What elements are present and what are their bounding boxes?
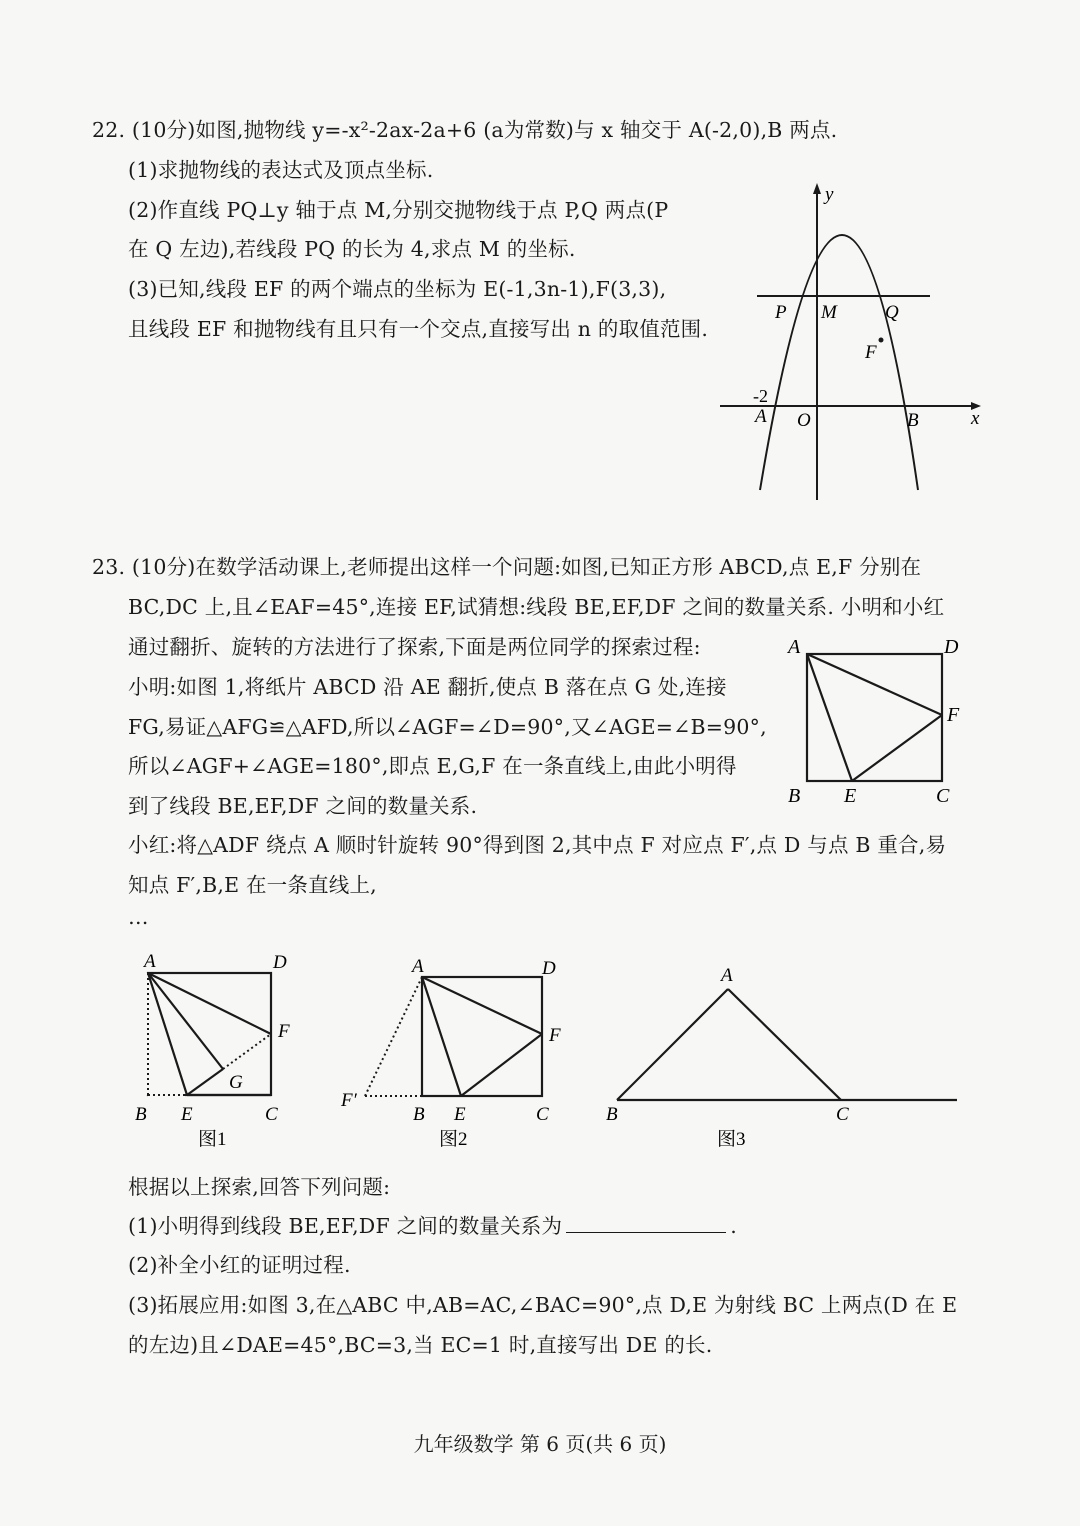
point-f-dot [879,338,884,343]
q23-line4: 小明:如图 1,将纸片 ABCD 沿 AE 翻折,使点 B 落在点 G 处,连接 [128,675,727,699]
q23-main-figure [780,632,980,812]
fig1-dotted-gf [223,1034,271,1069]
fig2-label-b: B [413,1104,425,1125]
q23-line6: 所以∠AGF+∠AGE=180°,即点 E,G,F 在一条直线上,由此小明得 [128,754,737,778]
fig1-label-d: D [273,952,287,973]
segment-ef [852,715,942,781]
label-p: P [775,302,787,323]
fig1-segment-ag [148,973,223,1069]
q23-line9: 知点 F′,B,E 在一条直线上, [128,873,377,897]
fig2-label-f: F [549,1025,561,1046]
parabola-curve [760,235,918,490]
q23-answer1 [128,1209,737,1239]
fig1-label-e: E [181,1104,193,1125]
fig1-label-f: F [278,1021,290,1042]
fig1-segment-ae [148,973,187,1095]
y-axis-label: y [825,184,834,205]
label-b: B [788,785,801,807]
fig2-square-abcd [422,977,542,1096]
fig2-segment-ef [461,1034,542,1096]
label-a: A [755,406,767,427]
fig1-label-c: C [265,1104,278,1125]
label-o: O [797,410,811,431]
label-neg2: -2 [753,386,768,406]
label-f: F [947,704,960,726]
q23-answer3-line1: (3)拓展应用:如图 3,在△ABC 中,AB=AC,∠BAC=90°,点 D,E 为射线 BC 上两点(D 在 E [128,1293,958,1317]
segment-ae [807,654,852,781]
label-b: B [907,410,919,431]
fig2-dotted-afp [365,977,422,1096]
fig1-label-b: B [135,1104,147,1125]
q23-line3: 通过翻折、旋转的方法进行了探索,下面是两位同学的探索过程: [128,635,701,659]
fig3-segment-ab [617,989,728,1100]
fig2-label-e: E [454,1104,466,1125]
q23-figure-2 [335,950,575,1160]
label-e: E [844,785,857,807]
fig1-segment-af [148,973,271,1034]
fig2-label-fprime: F′ [341,1090,357,1111]
q22-part2-line2: 在 Q 左边),若线段 PQ 的长为 4,求点 M 的坐标. [128,237,576,261]
label-q: Q [885,302,899,323]
fig2-label-c: C [536,1104,549,1125]
fig1-label-g: G [229,1072,243,1093]
fig1-label-a: A [144,951,156,972]
fig3-segment-ac [728,989,841,1100]
fig2-segment-ae [422,977,461,1096]
x-axis-label: x [971,408,980,429]
fig2-label-d: D [542,958,556,979]
q23-answer1-text: (1)小明得到线段 BE,EF,DF 之间的数量关系为 [128,1214,563,1238]
fig2-caption: 图2 [439,1129,468,1150]
q22-stem: 22. (10分)如图,抛物线 y=-x²-2ax-2a+6 (a为常数)与 x 轴交于 A(-2,0),B 两点. [92,118,838,142]
fig2-label-a: A [412,956,424,977]
q23-answer1-end: . [730,1214,737,1238]
y-axis-arrow [813,183,821,194]
label-d: D [944,636,959,658]
q23-answer2: (2)补全小红的证明过程. [128,1253,351,1277]
q23-line2: BC,DC 上,且∠EAF=45°,连接 EF,试猜想:线段 BE,EF,DF 之间的数量关系. 小明和小红 [128,595,945,619]
fig1-segment-eg [187,1069,223,1095]
fig3-label-a: A [721,965,733,986]
label-c: C [936,785,950,807]
page-footer: 九年级数学 第 6 页(共 6 页) [413,1432,667,1456]
fig3-caption: 图3 [717,1129,746,1150]
q23-figure-1 [125,948,315,1158]
square-abcd [807,654,942,781]
q23-line7: 到了线段 BE,EF,DF 之间的数量关系. [128,794,478,818]
label-f: F [865,342,877,363]
q23-answer3-line2: 的左边)且∠DAE=45°,BC=3,当 EC=1 时,直接写出 DE 的长. [128,1333,713,1357]
fig3-label-c: C [836,1104,849,1125]
q22-part1: (1)求抛物线的表达式及顶点坐标. [128,158,434,182]
fig3-label-b: B [606,1104,618,1125]
fig2-segment-af [422,977,542,1034]
label-a: A [788,636,801,658]
q23-ask: 根据以上探索,回答下列问题: [128,1175,391,1199]
segment-af [807,654,942,715]
q23-line1: 23. (10分)在数学活动课上,老师提出这样一个问题:如图,已知正方形 ABCD,点 E,F 分别在 [92,555,922,579]
q23-ellipsis: … [128,905,149,929]
q22-part3-line1: (3)已知,线段 EF 的两个端点的坐标为 E(-1,3n-1),F(3,3), [128,277,667,301]
answer-blank[interactable] [566,1212,726,1233]
q22-part3-line2: 且线段 EF 和抛物线有且只有一个交点,直接写出 n 的取值范围. [128,317,709,341]
q23-line8: 小红:将△ADF 绕点 A 顺时针旋转 90°得到图 2,其中点 F 对应点 F′,点 D 与点 B 重合,易 [128,833,947,857]
q22-part2-line1: (2)作直线 PQ⊥y 轴于点 M,分别交抛物线于点 P,Q 两点(P [128,198,669,222]
q23-figure-3 [600,958,970,1158]
fig1-caption: 图1 [198,1129,227,1150]
label-m: M [821,302,837,323]
q22-parabola-graph [715,178,995,508]
q23-line5: FG,易证△AFG≌△AFD,所以∠AGF=∠D=90°,又∠AGE=∠B=90°, [128,715,767,739]
